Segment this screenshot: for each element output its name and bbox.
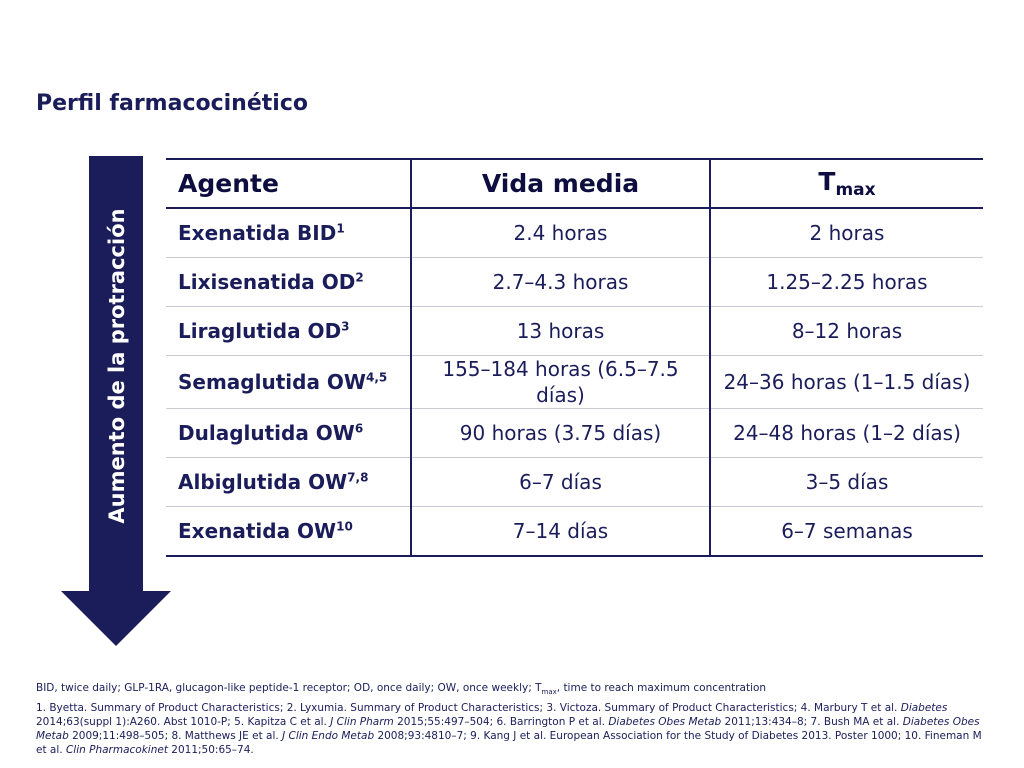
table-row (166, 307, 983, 356)
agent-cell (166, 258, 411, 307)
half-life-cell: 7–14 días (411, 507, 710, 557)
agent-cell (166, 208, 411, 258)
half-life-cell: 2.4 horas (411, 208, 710, 258)
reference-superscript: 3 (341, 319, 350, 334)
reference-text: 2015;55:497–504; 6. Barrington P et al. (393, 716, 609, 729)
table-row (166, 208, 983, 258)
journal-name: Clin Pharmacokinet (65, 744, 168, 757)
agent-name: Lixisenatida OD (178, 270, 356, 294)
reference-text: 2011;50:65–74. (167, 744, 254, 757)
tmax-cell: 8–12 horas (710, 307, 983, 356)
reference-superscript: 10 (336, 519, 353, 534)
reference-text: 1. Byetta. Summary of Product Characteristics; 2. Lyxumia. Summary of Product Characteristics; 3. Victoza. Summary of Product Characteristics; 4. Marbury T et al. (36, 702, 901, 715)
journal-name: J Clin Endo Metab (282, 730, 375, 743)
agent-name: Albiglutida OW (178, 470, 348, 494)
reference-text: 2011;13:434–8; 7. Bush MA et al. (721, 716, 903, 729)
table-row (166, 409, 983, 458)
half-life-cell: 155–184 horas (6.5–7.5 días) (411, 356, 710, 409)
agent-cell (166, 356, 411, 409)
table-row (166, 507, 983, 557)
pharmacokinetic-table (166, 158, 983, 557)
reference-text: 2014;63(suppl 1):A260. Abst 1010-P; 5. Kapitza C et al. (36, 716, 331, 729)
half-life-cell: 2.7–4.3 horas (411, 258, 710, 307)
tmax-cell: 24–48 horas (1–2 días) (710, 409, 983, 458)
agent-name: Semaglutida OW (178, 370, 366, 394)
tmax-cell: 3–5 días (710, 458, 983, 507)
abbreviations-text: BID, twice daily; GLP-1RA, glucagon-like peptide-1 receptor; OD, once daily; OW, once weekly; T (36, 682, 542, 694)
agent-cell (166, 307, 411, 356)
agent-name: Dulaglutida OW (178, 421, 355, 445)
agent-name: Exenatida OW (178, 519, 337, 543)
journal-name: Diabetes (900, 702, 948, 715)
journal-name: Diabetes Obes Metab (36, 716, 980, 743)
agent-name: Liraglutida OD (178, 319, 342, 343)
tmax-cell: 6–7 semanas (710, 507, 983, 557)
abbreviations-footnote (36, 681, 986, 699)
reference-superscript: 6 (354, 421, 364, 436)
arrow-label: Aumento de la protracción (105, 208, 129, 524)
header-agent: Agente (166, 159, 411, 208)
agent-cell (166, 409, 411, 458)
page-title: Perfil farmacocinético (36, 91, 308, 116)
tmax-cell: 24–36 horas (1–1.5 días) (710, 356, 983, 409)
abbreviations-text-end: , time to reach maximum concentration (556, 682, 767, 694)
reference-superscript: 2 (355, 270, 364, 285)
agent-name: Exenatida BID (178, 221, 337, 245)
references-footnote (36, 701, 986, 757)
table-row (166, 458, 983, 507)
half-life-cell: 6–7 días (411, 458, 710, 507)
header-tmax (710, 159, 983, 208)
journal-name: Diabetes Obes Metab (608, 716, 722, 729)
reference-superscript: 1 (336, 221, 345, 236)
half-life-cell: 13 horas (411, 307, 710, 356)
agent-cell (166, 507, 411, 557)
agent-cell (166, 458, 411, 507)
footnotes (36, 681, 986, 759)
reference-text: 2009;11:498–505; 8. Matthews JE et al. (68, 730, 283, 743)
table-row (166, 356, 983, 409)
reference-superscript: 4,5 (365, 370, 388, 385)
table-header-row (166, 159, 983, 208)
half-life-cell: 90 horas (3.75 días) (411, 409, 710, 458)
journal-name: J Clin Pharm (330, 716, 394, 729)
header-half-life: Vida media (411, 159, 710, 208)
abbreviations-subscript: max (541, 688, 557, 697)
tmax-cell: 2 horas (710, 208, 983, 258)
header-tmax-sub: max (835, 180, 876, 200)
reference-superscript: 7,8 (347, 470, 369, 485)
header-tmax-main: T (818, 167, 836, 196)
tmax-cell: 1.25–2.25 horas (710, 258, 983, 307)
table-row (166, 258, 983, 307)
reference-text: 2008;93:4810–7; 9. Kang J et al. European Association for the Study of Diabetes 2013. Poster 1000; 10. Fineman M et al. (36, 730, 982, 757)
